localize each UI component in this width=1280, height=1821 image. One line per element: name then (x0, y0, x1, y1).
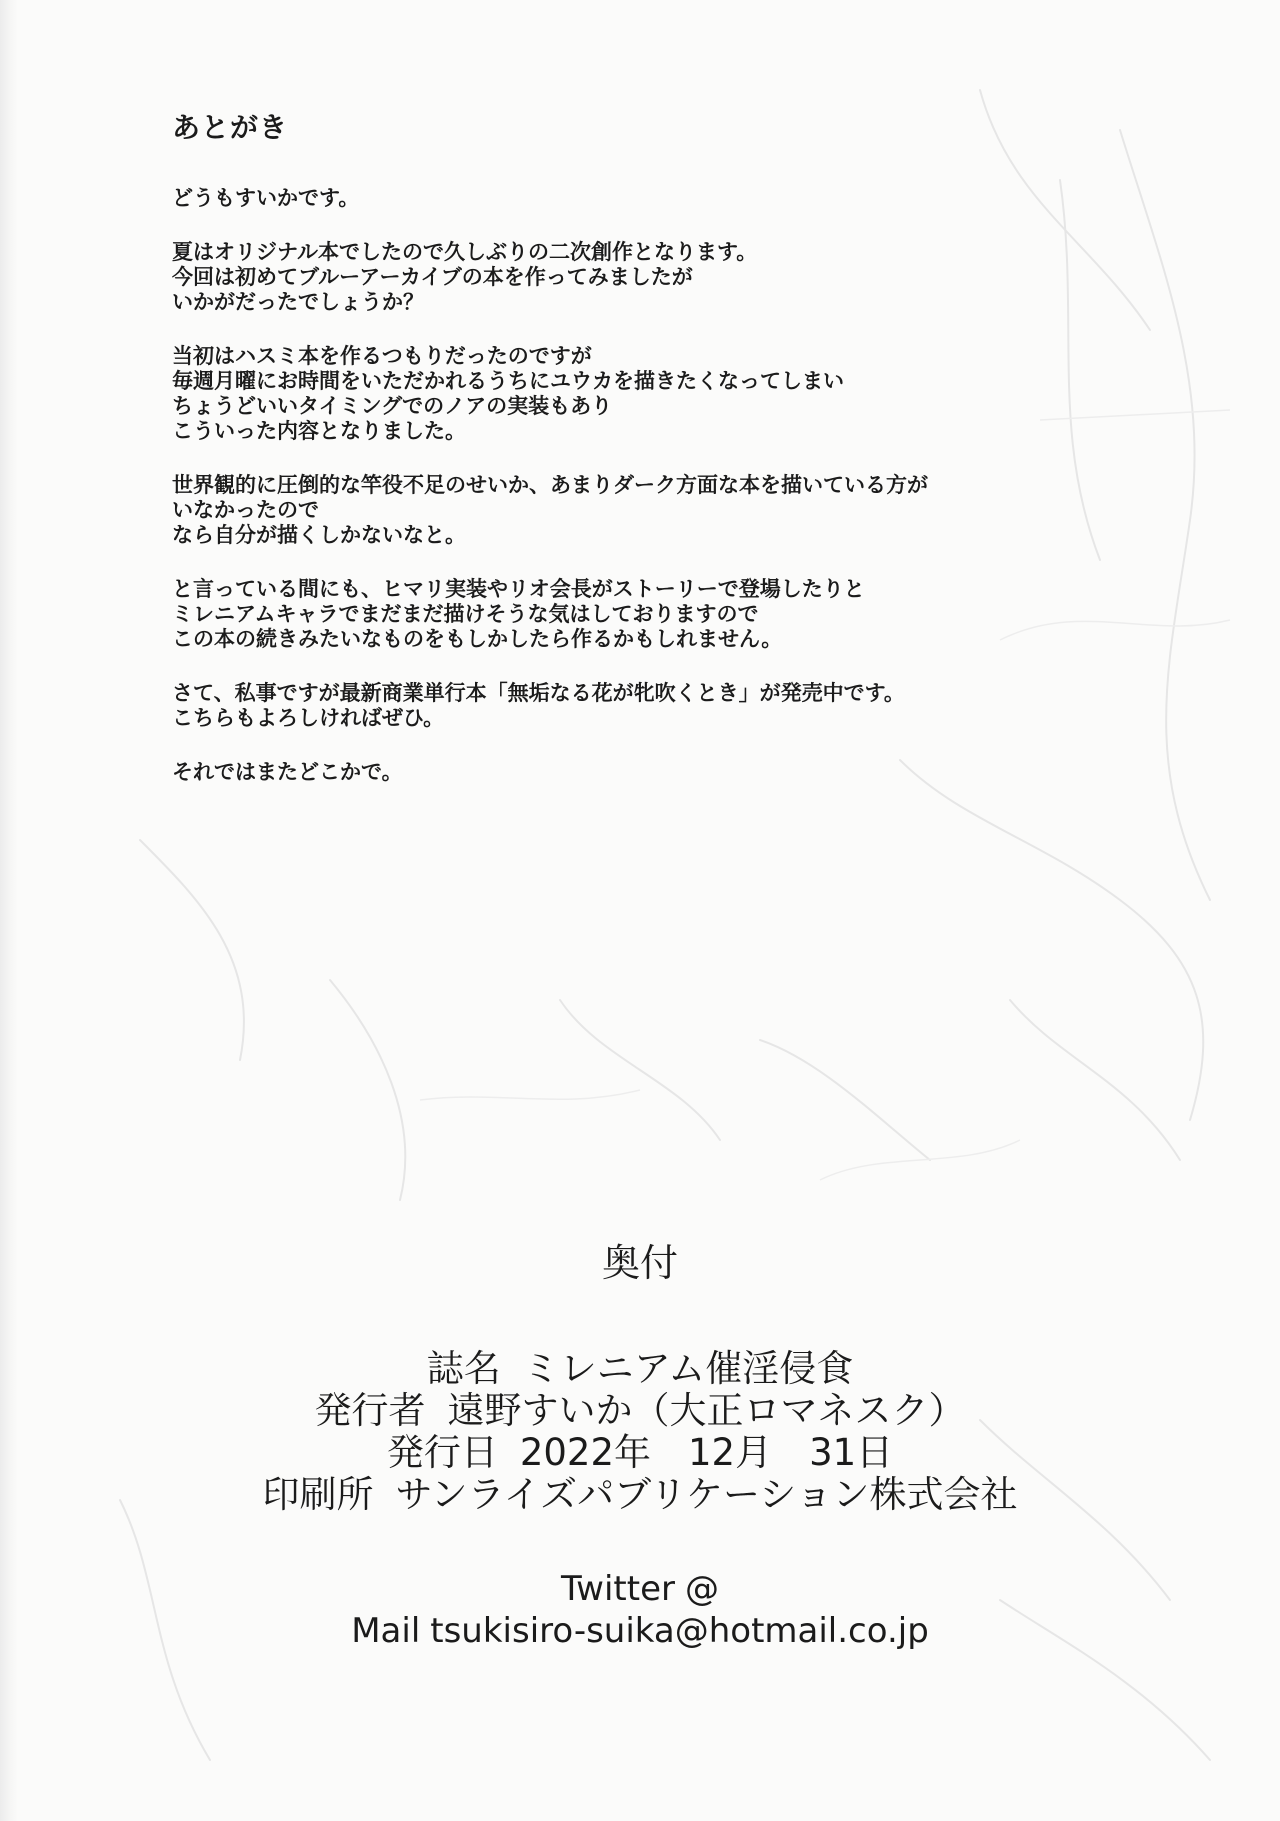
afterword-paragraph (172, 344, 1172, 444)
contact-twitter (0, 1568, 1280, 1610)
afterword-paragraph (172, 473, 1172, 548)
contact-mail (0, 1610, 1280, 1652)
colophon-value: ミレニアム催淫侵食 (522, 1347, 854, 1390)
afterword-paragraph (172, 186, 1172, 211)
contact-value: tsukisiro-suika@hotmail.co.jp (430, 1611, 929, 1651)
afterword-line: ちょうどいいタイミングでのノアの実装もあり (172, 394, 613, 418)
contact-block (0, 1568, 1280, 1652)
afterword-title: あとがき (172, 111, 289, 144)
colophon-title: 奥付 (601, 1241, 678, 1285)
colophon-label: 印刷所 (262, 1473, 374, 1516)
afterword-line: こういった内容となりました。 (172, 419, 466, 443)
afterword-line: どうもすいかです。 (172, 186, 360, 210)
colophon-row-date (0, 1432, 1280, 1474)
afterword-paragraph (172, 577, 1172, 652)
afterword-line: 当初はハスミ本を作るつもりだったのですが (172, 344, 592, 368)
afterword-line: 毎週月曜にお時間をいただかれるうちにユウカを描きたくなってしまい (172, 369, 844, 393)
afterword-line: さて、私事ですが最新商業単行本「無垢なる花が牝吹くとき」が発売中です。 (172, 681, 905, 705)
afterword-line: 今回は初めてブルーアーカイブの本を作ってみましたが (172, 265, 693, 289)
colophon-label: 発行日 (386, 1431, 498, 1474)
colophon-label: 誌名 (426, 1347, 501, 1390)
colophon-row-title (0, 1348, 1280, 1390)
afterword-paragraph (172, 240, 1172, 315)
afterword-line: 世界観的に圧倒的な竿役不足のせいか、あまりダーク方面な本を描いている方が (172, 473, 928, 497)
colophon-section (0, 1240, 1280, 1652)
afterword-line: ミレニアムキャラでまだまだ描けそうな気はしておりますので (172, 602, 759, 626)
colophon-value: 2022年 12月 31日 (519, 1431, 894, 1474)
afterword-line: それではまたどこかで。 (172, 760, 403, 784)
afterword-line: いかがだったでしょうか？ (172, 290, 424, 314)
afterword-line: と言っている間にも、ヒマリ実装やリオ会長がストーリーで登場したりと (172, 577, 865, 601)
colophon-value: サンライズパブリケーション株式会社 (395, 1473, 1018, 1516)
afterword-section (172, 108, 1172, 814)
afterword-line: 夏はオリジナル本でしたので久しぶりの二次創作となります。 (172, 240, 758, 264)
colophon-label: 発行者 (314, 1389, 426, 1432)
afterword-paragraph (172, 681, 1172, 731)
contact-label: Twitter (561, 1569, 675, 1609)
colophon-row-printer (0, 1474, 1280, 1516)
afterword-paragraph (172, 760, 1172, 785)
afterword-line: いなかったので (172, 498, 319, 522)
afterword-line: こちらもよろしければぜひ。 (172, 706, 445, 730)
colophon-value: 遠野すいか（大正ロマネスク） (447, 1389, 966, 1432)
contact-value: @ (684, 1569, 719, 1609)
contact-label: Mail (351, 1611, 421, 1651)
afterword-line: この本の続きみたいなものをもしかしたら作るかもしれません。 (172, 627, 783, 651)
colophon-row-publisher (0, 1390, 1280, 1432)
afterword-line: なら自分が描くしかないなと。 (172, 523, 466, 547)
